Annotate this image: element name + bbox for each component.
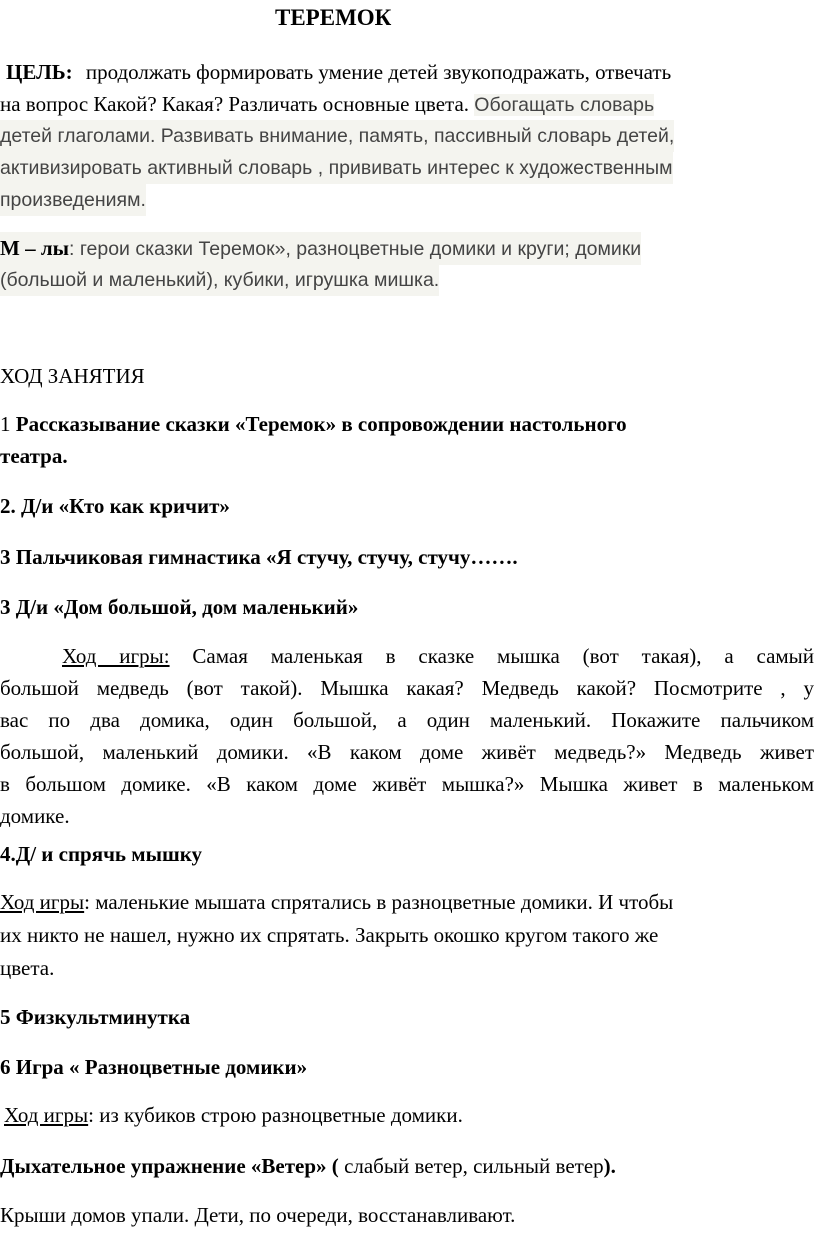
game-1-line-1: [0, 640, 814, 672]
final-line: Крыши домов упали. Дети, по очереди, восстанавливают.: [0, 1203, 516, 1227]
section-6-heading: 6 Игра « Разноцветные домики»: [0, 1055, 308, 1079]
game-3-line: [4, 1099, 463, 1131]
game-2-text-1: : маленькие мышата спрятались в разноцветные домики. И чтобы: [84, 890, 674, 914]
goal-text-2a: на вопрос Какой? Какая? Различать основные цвета.: [0, 92, 470, 116]
breathing-bold: Дыхательное упражнение «Ветер» (: [0, 1154, 339, 1178]
goal-line-1: [6, 56, 671, 88]
breathing-text: слабый ветер, сильный ветер: [338, 1154, 604, 1178]
materials-text-1: : герои сказки Теремок», разноцветные домики и круги; домики: [69, 238, 642, 260]
game-3-label: Ход игры: [4, 1103, 89, 1127]
game-2-line-1: [0, 886, 673, 918]
game-1-line-6: домике.: [0, 804, 70, 828]
game-3-text: : из кубиков строю разноцветные домики.: [88, 1103, 463, 1127]
game-2-line-3: цвета.: [0, 956, 55, 980]
section-1-number: 1: [0, 412, 11, 436]
section-3-heading: 3 Пальчиковая гимнастика «Я стучу, стучу, стучу…….: [0, 545, 518, 569]
game-1-line-4: большой, маленький домики. «В каком доме живёт медведь?» Медведь живет: [0, 740, 814, 764]
breathing-exercise: [0, 1150, 616, 1182]
game-1-line-5: в большом домике. «В каком доме живёт мышка?» Мышка живет в маленьком: [0, 772, 814, 796]
section-4-heading: 4.Д/ и спрячь мышку: [0, 842, 203, 866]
materials-line-1: [0, 232, 641, 265]
section-5-heading: 5 Физкультминутка: [0, 1005, 191, 1029]
game-1-line-2: большой медведь (вот такой). Мышка какая? Медведь какой? Посмотрите , у: [0, 676, 814, 700]
goal-label: ЦЕЛЬ:: [6, 60, 73, 84]
game-1-label: Ход игры:: [62, 644, 170, 668]
goal-line-4: активизировать активный словарь , прививать интерес к художественным: [0, 152, 673, 184]
breathing-end: ).: [603, 1154, 616, 1178]
goal-text-1: продолжать формировать умение детей звукоподражать, отвечать: [85, 60, 672, 84]
goal-line-5: произведениям.: [0, 184, 146, 216]
page-title: ТЕРЕМОК: [275, 5, 392, 30]
game-2-line-2: их никто не нашел, нужно их спрятать. Закрыть окошко кругом такого же: [0, 923, 659, 947]
game-1-paragraph: [0, 640, 814, 800]
section-1-line-1: [0, 408, 627, 440]
section-3b-heading: 3 Д/и «Дом большой, дом маленький»: [0, 595, 359, 619]
section-2-heading: 2. Д/и «Кто как кричит»: [0, 494, 230, 518]
section-1-text-1: Рассказывание сказки «Теремок» в сопровождении настольного: [15, 412, 627, 436]
materials-line-2: (большой и маленький), кубики, игрушка мишка.: [0, 264, 439, 296]
goal-text-2b: Обогащать словарь: [474, 94, 655, 116]
course-heading: ХОД ЗАНЯТИЯ: [0, 364, 145, 388]
section-1-line-2: театра.: [0, 444, 68, 468]
game-1-text-1: Самая маленькая в сказке мышка (вот такая), а самый: [192, 644, 815, 668]
game-2-label: Ход игры: [0, 890, 85, 914]
goal-line-3: детей глаголами. Развивать внимание, память, пассивный словарь детей,: [0, 120, 674, 152]
game-1-line-3: вас по два домика, один большой, а один маленький. Покажите пальчиком: [0, 708, 814, 732]
materials-label: М – лы: [0, 236, 69, 260]
goal-line-2: [0, 88, 654, 121]
